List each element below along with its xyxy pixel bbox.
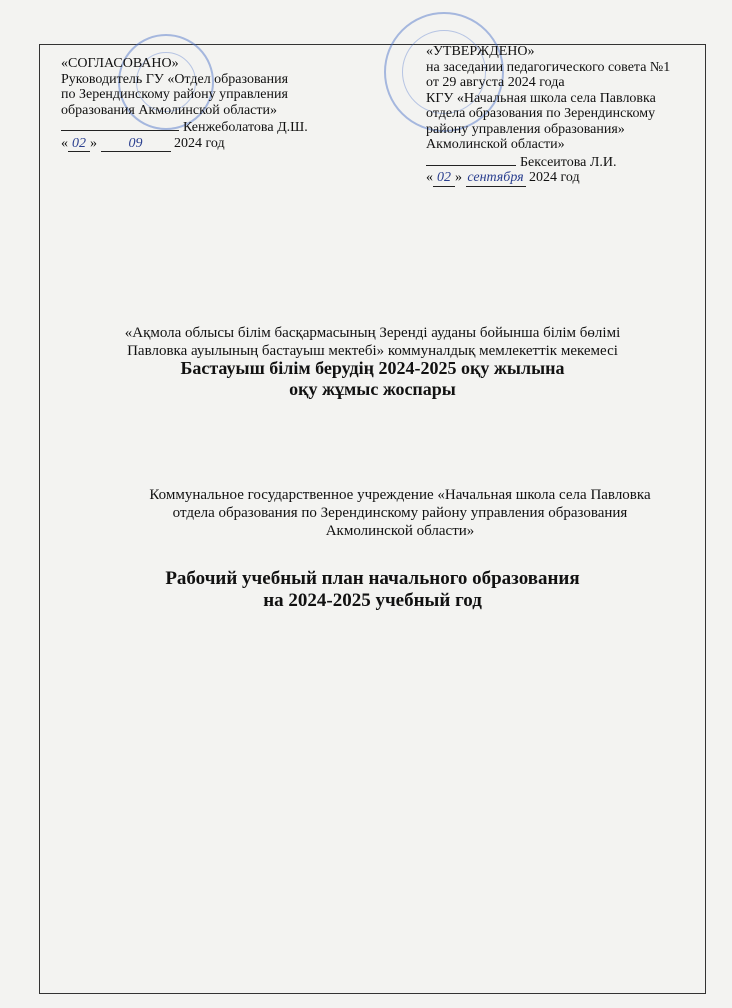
signature-line bbox=[61, 118, 179, 131]
approval-line: Руководитель ГУ «Отдел образования bbox=[61, 71, 289, 87]
approval-line: району управления образования» bbox=[426, 121, 625, 137]
signature-row bbox=[426, 153, 696, 171]
approval-line: Акмолинской области» bbox=[426, 137, 565, 152]
approval-heading: «УТВЕРЖДЕНО» bbox=[426, 44, 535, 59]
signer-name: Кенжеболатова Д.Ш. bbox=[183, 120, 308, 135]
org-line: отдела образования по Зерендинскому району управления образования bbox=[172, 505, 628, 521]
approval-line: на заседании педагогического совета №1 bbox=[426, 59, 671, 75]
title-line: Бастауыш білім берудің 2024-2025 оқу жылына bbox=[180, 358, 565, 378]
date-day: 02 bbox=[68, 136, 90, 153]
approval-line: отдела образования по Зерендинскому bbox=[426, 106, 656, 121]
approval-line: от 29 августа 2024 года bbox=[426, 75, 565, 90]
approval-date: « 02 » 09 2024 год bbox=[61, 135, 225, 151]
date-month: сентября bbox=[467, 170, 524, 185]
approval-heading: «СОГЛАСОВАНО» bbox=[61, 56, 179, 71]
approval-block-approved bbox=[426, 44, 696, 187]
approval-date: « 02 » сентября 2024 год bbox=[426, 170, 580, 185]
date-day: 02 bbox=[433, 170, 455, 187]
approval-line: образования Акмолинской области» bbox=[61, 102, 278, 118]
signature-row bbox=[61, 118, 361, 136]
date-month: 09 bbox=[101, 136, 171, 153]
org-line: Павловка ауылының бастауыш мектебі» коммуналдық мемлекеттік мекемесі bbox=[127, 343, 618, 359]
org-line: «Ақмола облысы білім басқармасының Зеренді ауданы бойынша білім бөлімі bbox=[124, 325, 621, 341]
org-line: Коммунальное государственное учреждение «Начальная школа села Павловка bbox=[149, 487, 651, 503]
title-line: Рабочий учебный план начального образования bbox=[165, 568, 580, 589]
russian-organization-name bbox=[80, 486, 720, 540]
signature-line bbox=[426, 153, 516, 166]
approval-block-agreed bbox=[61, 56, 361, 152]
kazakh-document-title bbox=[39, 358, 706, 400]
approval-line: по Зерендинскому району управления bbox=[61, 87, 288, 102]
date-year: 2024 год bbox=[529, 170, 580, 185]
org-line: Акмолинской области» bbox=[325, 523, 475, 539]
approval-line: КГУ «Начальная школа села Павловка bbox=[426, 90, 656, 106]
kazakh-organization-name bbox=[39, 324, 706, 360]
title-line: на 2024-2025 учебный год bbox=[263, 590, 482, 611]
title-line: оқу жұмыс жоспары bbox=[289, 379, 456, 399]
date-year: 2024 год bbox=[174, 135, 225, 151]
signer-name: Бексеитова Л.И. bbox=[520, 154, 617, 170]
russian-document-title bbox=[39, 568, 706, 612]
